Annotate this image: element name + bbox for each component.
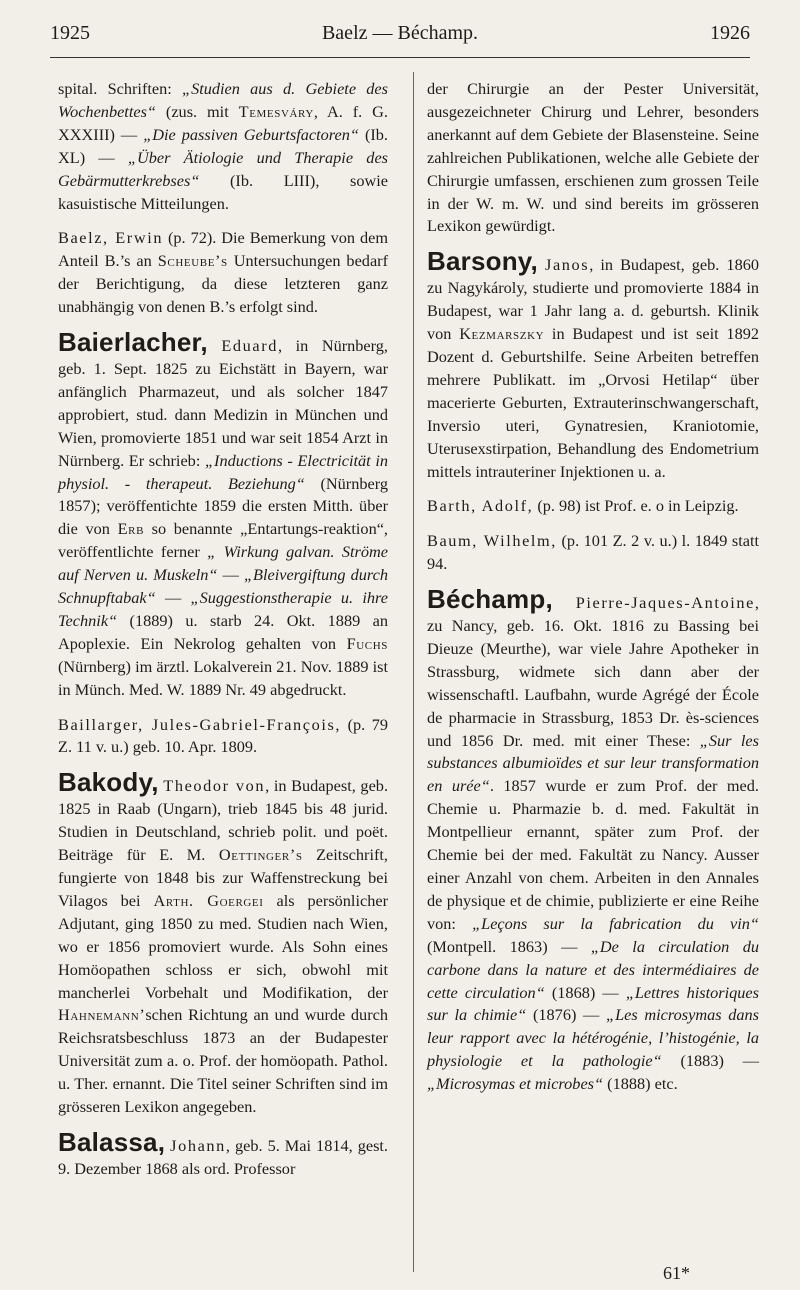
entry-text: (p. 98) ist Prof. e. o in Leipzig. (533, 496, 739, 516)
entry-balassa (58, 1126, 388, 1181)
entry-text: (p. 79 Z. 11 v. u.) geb. 10. Apr. 1809. (58, 714, 389, 757)
headword-name: Janos (545, 255, 590, 275)
entry-text: (Nürnberg) im ärztl. Lokalverein 21. Nov. 1889 ist in Münch. Med. W. 1889 Nr. 49 abgedruckt. (58, 656, 388, 699)
person-name: Oettinger’s (218, 845, 303, 865)
entry-bakody (58, 767, 389, 1119)
entry-chirurgie (427, 78, 759, 238)
header-column-number-right: 1926 (710, 22, 750, 44)
entry-text: , in Budapest, geb. 1825 in Raab (Ungarn), trieb 1845 bis 48 jurid. Studien in Deutschland, schrieb polit. und poët. Beiträge für E. M. (58, 776, 389, 865)
entry-text: (1868) — (544, 982, 626, 1002)
entry-text: der Chirurgie an der Pester Universität, ausgezeichneter Chirurg und Lehrer, besonders anerkannt auf dem Gebiete der Blasensteine. Seine zahlreichen Publikationen, welche alle Gebiete der Chirurgie umfassen, erschienen zum grossen Teile in der W. m. W. und sind bereits im grösseren Lexikon gewürdigt. (427, 79, 759, 236)
entry-text: , in Nürnberg, geb. 1. Sept. 1825 zu Eichstätt in Bayern, war anfänglich Pharmazeut, und als solcher 1847 approbiert, stud. dann Medizin in München und Wien, promovierte 1851 und war seit 1854 Arzt in Nürnberg. Er schrieb: (58, 336, 388, 470)
headword-name: Johann (170, 1135, 226, 1155)
work-title: „Sur les substances albumioïdes et sur leur transformation en urée“ (427, 730, 759, 796)
entry-text: — (155, 588, 191, 608)
headword-name: Eduard (221, 336, 279, 356)
entry-text: (Ib. LIII), sowie kasuistische Mitteilungen. (58, 170, 388, 213)
person-name: Temesváry (238, 101, 314, 121)
headword-name: Barth, Adolf, (427, 496, 534, 516)
headword: Baierlacher, (58, 327, 208, 358)
entry-baierlacher (58, 327, 389, 702)
person-name: Fuchs (346, 633, 388, 653)
headword-name: Baum, Wilhelm, (427, 531, 557, 551)
entry-text: Zeitschrift, fungierte von 1848 bis zur Waffenstreckung bei Vilagos bei (58, 845, 388, 910)
headword-name: Pierre-Jaques-Antoine (575, 593, 755, 613)
entry-text: . 1857 wurde er zum Prof. der med. Chemie u. Pharmazie b. d. med. Fakultät in Montpellieur ernannt, später zum Prof. der Chemie bei der med. Fakultät zu Nancy. Ausser einer Anzahl von chem. Arbeiten in den Annales de physique et de chimie, publizierte er eine Reihe von: (427, 776, 759, 933)
work-title: „Leçons sur la fabrication du vin“ (472, 913, 759, 933)
right-column (427, 78, 759, 1108)
page-header (50, 22, 750, 52)
work-title: „Lettres historiques sur la chimie“ (427, 982, 759, 1025)
headword: Barsony, (427, 246, 538, 277)
work-title: „Über Ätiologie und Therapie des Gebärmutterkrebses“ (58, 147, 389, 190)
headword-name: Baelz, Erwin (58, 228, 164, 248)
entry-barth (427, 495, 759, 518)
work-title: „Die passiven Geburtsfactoren“ (143, 124, 359, 144)
entry-text (208, 336, 222, 355)
work-title: „Inductions - Electricität in physiol. - therapeut. Beziehung“ (58, 450, 388, 493)
left-column (58, 78, 388, 1193)
entry-text: (Nürnberg 1857); veröffentichte 1859 die ersten Mitth. über die von (58, 473, 388, 539)
headword: Bakody, (58, 767, 159, 798)
signature-mark: 61* (663, 1263, 690, 1283)
person-name: Erb (117, 519, 145, 539)
entry-text: (zus. mit (155, 101, 239, 121)
entry-text: Untersuchungen bedarf der Berichtigung, da diese letzteren ganz unabhängig von denen B.’s erfolgt sind. (58, 251, 389, 317)
entry-baillarger (58, 714, 388, 760)
entry-text: (1876) — (526, 1005, 607, 1025)
entry-text: als persönlicher Adjutant, ging 1850 zu med. Studien nach Wien, wo er 1856 promoviert wurde. Als Sohn eines Homöopathen schloss er sich, obwohl mit mancherlei Vorbehalt und Modifikation, der (58, 890, 388, 1002)
work-title: „Microsymas et microbes“ (427, 1074, 604, 1094)
headword-name: Baillarger, Jules-Gabriel-François, (58, 714, 342, 734)
work-title: „ Wirkung galvan. Ströme auf Nerven u. Muskeln“ (58, 542, 388, 585)
headword: Balassa, (58, 1126, 166, 1157)
entry-text: (1889) u. starb 24. Okt. 1889 an Apoplexie. Ein Nekrolog gehalten von (58, 610, 388, 653)
entry-text (553, 593, 576, 612)
entry-spital (58, 78, 388, 215)
entry-text: (Ib. XL) — (58, 124, 388, 167)
header-rule (50, 57, 750, 58)
entry-text: — (217, 565, 244, 585)
entry-text: (1888) etc. (603, 1074, 678, 1094)
headword-name: Theodor von (163, 776, 266, 796)
entry-text: , in Budapest, geb. 1860 zu Nagykároly, studierte und promovierte 1884 in Budapest, war 1 Jahr lang a. d. geburtsh. Klinik von (427, 255, 759, 344)
header-column-number-left: 1925 (50, 22, 90, 44)
entry-text: (p. 72). Die Bemerkung von dem Anteil B.’s an (58, 228, 388, 271)
entry-text: , geb. 5. Mai 1814, gest. 9. Dezember 1868 als ord. Professor (58, 1135, 388, 1178)
column-divider (413, 72, 414, 1272)
headword: Béchamp, (427, 584, 553, 615)
work-title: „De la circulation du carbone dans la nature et des intermédiaires de cette circulation“ (427, 936, 759, 1002)
entry-barsony (427, 246, 759, 483)
entry-baum (427, 530, 759, 576)
person-name: Scheube’s (157, 251, 228, 271)
entry-text: , A. f. G. XXXIII) — (58, 101, 388, 144)
work-title: „Les microsymas dans leur rapport avec la hétérogénie, l’histogénie, la physiologie et la pathologie“ (427, 1005, 759, 1071)
work-title: „Bleivergiftung durch Schnupftabak“ (58, 565, 389, 608)
entry-text: in Budapest und ist seit 1892 Dozent d. Geburtshilfe. Seine Arbeiten betreffen mehrere Publikatt. im „Orvosi Hetilap“ über macerierte Geburten, Extrauterinschwangerschaft, Inversio uteri, Gynatresien, Kraniotomie, Uterusexstirpation, Behandlung des Endometrium mittels intrauteriner Injektionen u. a. (427, 324, 759, 481)
entry-bechamp (427, 584, 759, 1096)
entry-text: schen Richtung an und wurde durch Reichsratsbeschluss 1873 an der Budapester Universität zum a. o. Prof. der homöopath. Pathol. u. Ther. ernannt. Die Titel seiner Schriften sind im grösseren Lexikon angegeben. (58, 1005, 388, 1117)
person-name: Arth. Goergei (153, 890, 264, 910)
work-title: „Studien aus d. Gebiete des Wochenbettes“ (58, 79, 388, 121)
entry-text: spital. Schriften: (58, 79, 183, 98)
header-running-title: Baelz — Béchamp. (321, 22, 479, 44)
entry-text: , zu Nancy, geb. 16. Okt. 1816 zu Bassing bei Dieuze (Meurthe), war viele Jahre Apotheker in Strassburg, widmete sich dann aber der wissenschaftl. Laufbahn, wurde Agrégé der École de pharmacie in Strassburg, 1853 Dr. ès-sciences und 1856 Dr. med. mit einer These: (427, 593, 759, 750)
work-title: „Suggestionstherapie u. ihre Technik“ (58, 588, 388, 630)
person-name: Kezmarszky (459, 324, 545, 344)
entry-text (538, 255, 545, 274)
entry-text: (1883) — (661, 1051, 759, 1071)
entry-text: so benannte „Entartungs-reaktion“, veröffentlichte ferner (58, 519, 389, 562)
entry-text: (p. 101 Z. 2 v. u.) l. 1849 statt 94. (427, 531, 759, 574)
entry-baelz (58, 227, 388, 319)
person-name: Hahnemann’ (58, 1005, 146, 1025)
entry-text: (Montpell. 1863) — (427, 936, 591, 956)
